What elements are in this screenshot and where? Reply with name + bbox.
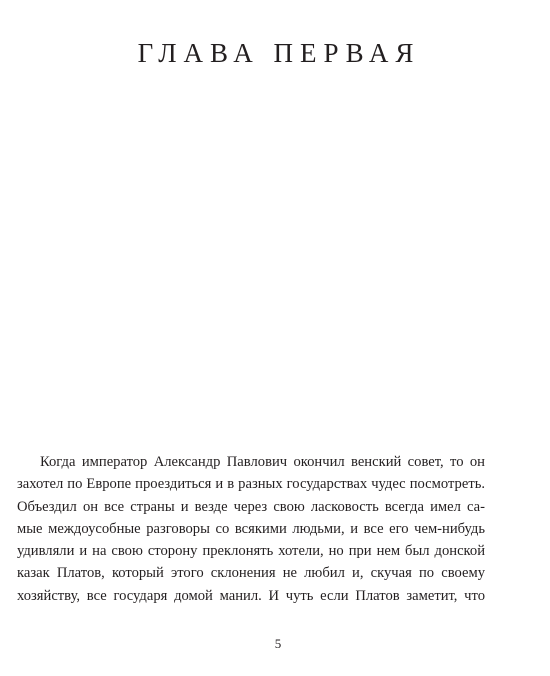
body-paragraph (17, 451, 485, 607)
chapter-title: ГЛАВА ПЕРВАЯ (137, 38, 421, 68)
page-number: 5 (274, 636, 282, 651)
text-line: захотел по Европе проездиться и в разных государствах чудес посмотреть. (17, 476, 485, 493)
text-line: казак Платов, который этого склонения не любил и, скучая по своему (17, 565, 485, 582)
text-line: удивляли и на свою сторону преклонять хотели, но при нем был донской (17, 543, 485, 560)
text-line: Объездил он все страны и везде через свою ласковость всегда имел са- (17, 498, 485, 515)
text-line: Когда император Александр Павлович окончил венский совет, то он (40, 454, 485, 470)
text-line: мые междоусобные разговоры со всякими людьми, и все его чем-нибудь (17, 520, 485, 537)
text-line: хозяйству, все государя домой манил. И чуть если Платов заметит, что (17, 587, 485, 604)
